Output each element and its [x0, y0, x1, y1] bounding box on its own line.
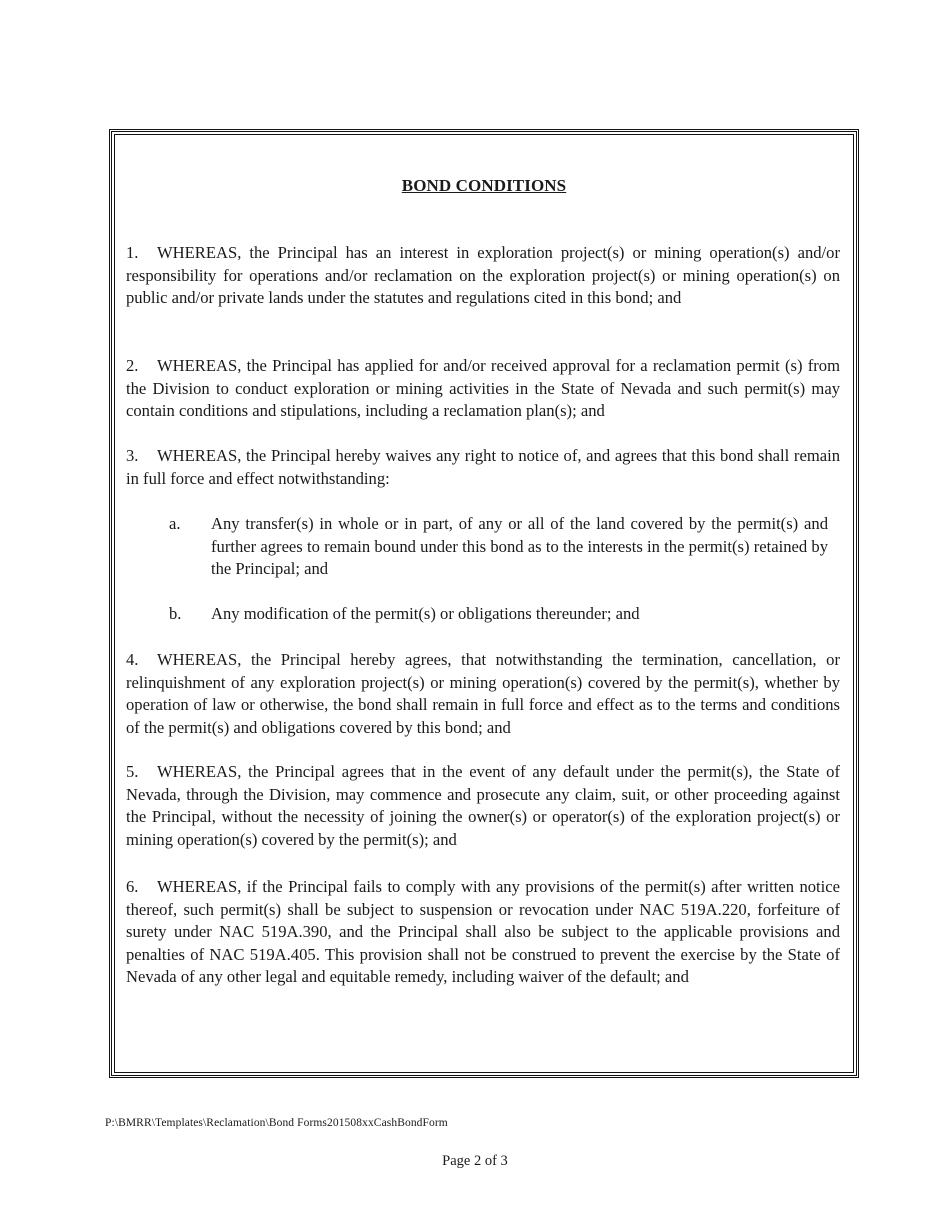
paragraph-3 [126, 445, 840, 490]
paragraph-4 [126, 649, 840, 739]
paragraph-text: WHEREAS, the Principal hereby waives any right to notice of, and agrees that this bond shall remain in full force and effect notwithstanding: [126, 446, 840, 488]
paragraph-number: 4. [126, 650, 139, 669]
paragraph-number: 3. [126, 446, 139, 465]
paragraph-text: WHEREAS, the Principal has an interest in exploration project(s) or mining operation(s) and/or responsibility for operations and/or reclamation on the exploration project(s) or mining operation(s) on public and/or private lands under the statutes and regulations cited in this bond; and [126, 243, 840, 307]
sub-item-text: Any modification of the permit(s) or obligations thereunder; and [211, 604, 640, 623]
paragraph-2 [126, 355, 840, 423]
document-frame [109, 129, 859, 1078]
paragraph-text: WHEREAS, if the Principal fails to comply with any provisions of the permit(s) after written notice thereof, such permit(s) shall be subject to suspension or revocation under NAC 519A.220, forfeiture of surety under NAC 519A.390, and the Principal shall also be subject to the applicable provisions and penalties of NAC 519A.405. This provision shall not be construed to prevent the exercise by the State of Nevada of any other legal and equitable remedy, including waiver of the default; and [126, 877, 840, 986]
sub-item-a [169, 513, 828, 581]
paragraph-number: 1. [126, 243, 139, 262]
paragraph-6 [126, 876, 840, 989]
page-title: BOND CONDITIONS [401, 176, 567, 195]
paragraph-text: WHEREAS, the Principal agrees that in the event of any default under the permit(s), the State of Nevada, through the Division, may commence and prosecute any claim, suit, or other proceeding against the Principal, without the necessity of joining the owner(s) or operator(s) of the exploration project(s) or mining operation(s) covered by the permit(s); and [126, 762, 840, 849]
paragraph-number: 5. [126, 762, 139, 781]
paragraph-text: WHEREAS, the Principal has applied for and/or received approval for a reclamation permit (s) from the Division to conduct exploration or mining activities in the State of Nevada and such permit(s) may contain conditions and stipulations, including a reclamation plan(s); and [126, 356, 840, 420]
sub-item-letter: b. [169, 604, 182, 623]
sub-item-text: Any transfer(s) in whole or in part, of any or all of the land covered by the permit(s) and further agrees to remain bound under this bond as to the interests in the permit(s) retained by the Principal; and [211, 514, 828, 578]
file-path: P:\BMRR\Templates\Reclamation\Bond Forms201508xxCashBondForm [105, 1117, 448, 1129]
paragraph-text: WHEREAS, the Principal hereby agrees, that notwithstanding the termination, cancellation, or relinquishment of any exploration project(s) or mining operation(s) covered by the permit(s), whether by operation of law or otherwise, the bond shall remain in full force and effect as to the terms and conditions of the permit(s) and obligations covered by this bond; and [126, 650, 840, 737]
paragraph-5 [126, 761, 840, 851]
paragraph-number: 2. [126, 356, 139, 375]
paragraph-1 [126, 242, 840, 310]
sub-item-letter: a. [169, 514, 181, 533]
paragraph-number: 6. [126, 877, 139, 896]
sub-item-b [169, 603, 828, 626]
page-number: Page 2 of 3 [442, 1153, 508, 1169]
